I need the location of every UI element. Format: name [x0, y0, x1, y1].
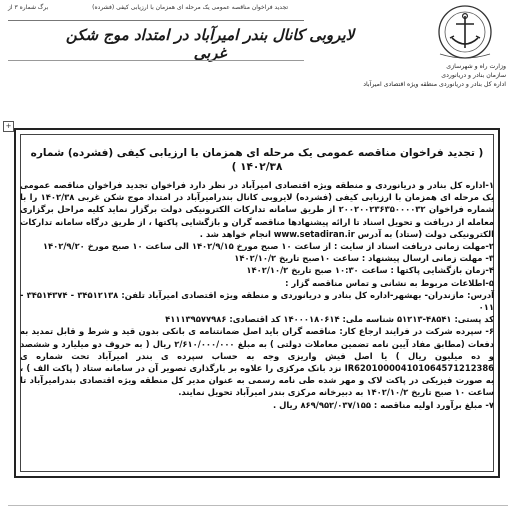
organization-name: سازمان بنادر و دریانوردی: [441, 72, 506, 79]
header-caption: [8, 4, 288, 12]
table-move-handle-icon[interactable]: +: [3, 121, 14, 132]
clause-7: ۷- مبلغ برآورد اولیه مناقصه : ۸۶۹/۹۵۲/۰۳۷/۱۵۵ ریال .: [273, 399, 494, 410]
bank-account-number: IR620100004101064571212386: [344, 363, 494, 374]
contact-codes: کد پستی: ۴۸۵۴۱-۵۱۲۱۳ شناسه ملی: ۱۴۰۰۰۱۸۰۶۱۴ کد اقتصادی: ۴۱۱۱۳۹۵۷۷۹۸۶: [165, 314, 494, 325]
header-rule-lower: [8, 60, 304, 61]
page-bottom-rule: [8, 505, 508, 506]
project-title: لایروبی کانال بندر امیرآباد در امتداد موج شکن غربی: [65, 26, 355, 62]
page-number: برگ شماره ۳ از: [8, 4, 49, 11]
announcement-content: [20, 146, 494, 411]
setad-url: www.setadiran.ir: [273, 228, 355, 239]
contact-address: آدرس: مازندران- بهشهر-اداره کل بنادر و دریانوردی و منطقه ویژه اقتصادی امیرآباد تلفن: ۳۴۵۱۲۱۳۸ - ۳۴۵۱۴۳۷۴ - ۰۱۱: [20, 289, 494, 313]
announcement-title: ( تجدید فراخوان مناقصه عمومی یک مرحله ای همزمان با ارزیابی کیفی (فشرده) شماره ۱۴۰۲/۳۸ ): [30, 147, 484, 173]
ports-organization-logo-icon: [432, 2, 498, 64]
department-name: اداره کل بنادر و دریانوردی منطقه ویژه اقتصادی امیرآباد: [363, 81, 506, 88]
clause-1: ۱-اداره کل بنادر و دریانوردی و منطقه ویژه اقتصادی امیرآباد در نظر دارد فراخوان تجدید فراخوان مناقصه عمومی یک مرحله ای همزمان با ارزیابی کیفی (فشرده) لایروبی کانال بندرامیرآباد در امتداد موج شکن غربی ۱۴۰۲/۳۸ را با شماره فراخوان ۲۰۰۲۰۰۲۳۶۳۵۰۰۰۰۳۲ از طریق سامانه تدارکات الکترونیکی دولت برگزار نماید کلیه مراحل برگزاری معامله از دریافت و تحویل اسناد تا ارائه پیشنهادها مناقصه گران و بازگشایی پاکتها ، از طریق درگاه سامانه تدارکات الکترونیکی دولت (ستاد) به آدرس www.setadiran.ir انجام خواهد شد .: [20, 180, 494, 239]
ministry-name: وزارت راه و شهرسازی: [446, 63, 506, 70]
clause-4: ۴-زمان بازگشایی پاکتها : ساعت ۱۰:۳۰ صبح تاریخ ۱۴۰۲/۱۰/۲: [246, 265, 494, 276]
clause-2: ۲-مهلت زمانی دریافت اسناد از سایت : از ساعت ۱۰ صبح مورخ ۱۴۰۲/۹/۱۵ الی ساعت ۱۰ صبح مورخ ۱۴۰۲/۹/۲۰: [42, 241, 494, 252]
clause-3: ۳- مهلت زمانی ارسال پیشنهاد : ساعت ۱۰صبح تاریخ ۱۴۰۲/۱۰/۲: [234, 253, 494, 264]
header-rule: [8, 20, 304, 21]
organization-block: [341, 62, 506, 89]
caption-line: تجدید فراخوان مناقصه عمومی یک مرحله ای همزمان با ارزیابی کیفی (فشرده): [92, 4, 288, 11]
letterhead: [0, 0, 516, 110]
clause-6: ۶- سپرده شرکت در فرایند ارجاع کار: مناقصه گران باید اصل ضمانتنامه ی بانکی بدون قید و شرط و قابل تمدید به دفعات (مطابق مفاد آیین نامه تضمین معاملات دولتی ) به مبلغ ۲/۶۱۰/۰۰۰/۰۰۰ ریال ( به حروف دو میلیارد و ششصد و ده میلیون ریال ) یا اصل فیش واریزی وجه به حساب سپرده ی بندر امیرآباد تحت شماره ی IR620100004101064571212386 نزد بانک مرکزی را علاوه بر بارگذاری تصویر آن در سامانه ستاد ( پاکت الف ) ، به صورت فیزیکی در پاکت لاک و مهر شده طی نامه رسمی به عنوان مدیر کل منطقه ویژه اقتصادی بندرامیرآباد تا ساعت ۱۰ صبح تاریخ ۱۴۰۲/۱۰/۲ به دبیرخانه مرکزی بندر امیرآباد تحویل نمایند.: [20, 326, 495, 398]
clause-5: ۵-اطلاعات مربوط به نشانی و تماس مناقصه گزار :: [285, 277, 494, 288]
